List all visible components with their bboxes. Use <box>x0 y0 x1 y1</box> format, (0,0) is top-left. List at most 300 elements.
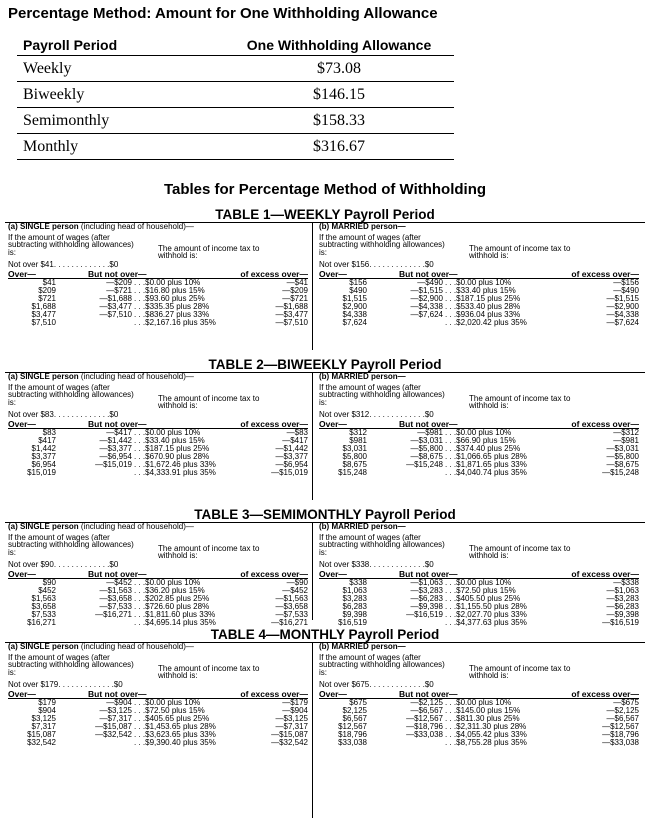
over-value: $3,658 <box>31 602 56 612</box>
of-excess-over-header: of excess over— <box>571 268 639 279</box>
leader-dots: . . . <box>134 293 146 303</box>
but-not-over-header: But not over— <box>88 568 147 579</box>
tax-amount: $936.04 plus 33% <box>456 310 521 320</box>
tax-amount: $33.40 plus 15% <box>456 285 516 295</box>
leader-dots: . . . <box>445 730 457 740</box>
tax-amount: $4,377.63 plus 35% <box>456 618 527 628</box>
tax-amount: $726.60 plus 28% <box>145 602 210 612</box>
not-over-line <box>8 560 308 569</box>
married-person-heading <box>319 373 639 382</box>
excess-value: —$41 <box>286 277 308 287</box>
excess-value: —$675 <box>613 697 639 707</box>
tax-amount: $0.00 plus 10% <box>145 577 201 587</box>
but-not-over-value: —$3,283 <box>410 585 443 595</box>
leader-dots: . . . <box>445 697 457 707</box>
tax-amount: $93.60 plus 25% <box>145 293 205 303</box>
over-value: $7,624 <box>342 318 367 328</box>
leader-dots: . . . <box>134 705 146 715</box>
intro-text <box>319 534 639 560</box>
of-excess-over-header: of excess over— <box>240 268 308 279</box>
zero-tax: $0 <box>424 679 434 689</box>
over-value: $83 <box>42 427 56 437</box>
excess-value: —$1,442 <box>275 443 308 453</box>
tax-amount: $670.90 plus 28% <box>145 452 210 462</box>
over-value: $675 <box>349 697 367 707</box>
not-over-amount: Not over $83 <box>8 409 54 419</box>
over-value: $981 <box>349 435 367 445</box>
over-header: Over— <box>8 268 36 279</box>
tax-description: The amount of income tax to withhold is: <box>469 663 571 680</box>
but-not-over-value: —$904 <box>106 697 132 707</box>
leader-dots: . . . . . . . . . . . . . <box>369 559 425 569</box>
of-excess-over-header: of excess over— <box>571 418 639 429</box>
excess-value: —$7,317 <box>275 722 308 732</box>
leader-dots: . . . . . . . . . . . . . <box>58 679 114 689</box>
over-value: $3,125 <box>31 713 56 723</box>
but-not-over-value: —$33,038 <box>406 730 443 740</box>
excess-value: —$312 <box>613 427 639 437</box>
married-column <box>319 522 639 628</box>
not-over-line <box>319 680 639 689</box>
over-value: $6,954 <box>31 460 56 470</box>
tax-amount: $0.00 plus 10% <box>145 427 201 437</box>
column-divider <box>312 373 313 500</box>
but-not-over-value: —$1,688 <box>99 293 132 303</box>
excess-value: —$2,900 <box>606 302 639 312</box>
of-excess-over-header: of excess over— <box>240 568 308 579</box>
tax-amount: $811.30 plus 25% <box>456 713 520 723</box>
payroll-period: Monthly <box>23 137 79 155</box>
payroll-period: Semimonthly <box>23 111 110 129</box>
tax-value <box>445 469 527 477</box>
excess-value: —$209 <box>282 285 308 295</box>
tax-amount: $0.00 plus 10% <box>456 697 512 707</box>
not-over-amount: Not over $179 <box>8 679 59 689</box>
tax-amount: $66.90 plus 15% <box>456 435 516 445</box>
withholding-table <box>5 372 645 500</box>
tax-description: The amount of income tax to withhold is: <box>469 393 571 410</box>
wages-description: If the amount of wages (after subtracting withholding allowances) is: <box>8 532 134 557</box>
but-not-over-value: —$15,087 <box>95 722 132 732</box>
excess-value: —$338 <box>613 577 639 587</box>
tax-amount: $33.40 plus 15% <box>145 435 205 445</box>
married-person-label: (b) MARRIED person— <box>319 522 406 531</box>
but-not-over-value: —$721 <box>106 285 132 295</box>
single-person-heading <box>8 373 308 382</box>
zero-tax: $0 <box>109 559 119 569</box>
allowance-table-header <box>17 36 454 56</box>
wages-description: If the amount of wages (after subtracting withholding allowances) is: <box>319 532 445 557</box>
over-value: $1,688 <box>31 302 56 312</box>
leader-dots: . . . <box>134 427 146 437</box>
married-person-label: (b) MARRIED person— <box>319 372 406 381</box>
leader-dots: . . . <box>445 585 457 595</box>
tax-amount: $8,755.28 plus 35% <box>456 738 527 748</box>
leader-dots: . . . <box>134 452 146 462</box>
over-value: $16,519 <box>338 618 367 628</box>
single-person-label: (a) SINGLE person <box>8 222 79 231</box>
wages-description: If the amount of wages (after subtracting withholding allowances) is: <box>319 232 445 257</box>
married-person-heading <box>319 643 639 652</box>
allowance-row <box>17 56 454 82</box>
leader-dots: . . . . . . . . . . . . . <box>53 559 110 569</box>
leader-dots: . . . <box>134 468 146 478</box>
leader-dots: . . . <box>134 310 146 320</box>
leader-dots: . . . <box>445 460 457 470</box>
tax-value <box>134 469 216 477</box>
allowance-row <box>17 82 454 108</box>
excess-value: —$3,283 <box>606 593 639 603</box>
intro-text <box>8 384 308 410</box>
leader-dots: . . . <box>134 443 146 453</box>
withholding-table <box>5 642 645 818</box>
single-column <box>8 223 308 350</box>
leader-dots: . . . <box>445 293 457 303</box>
table-title: TABLE 4—MONTHLY Payroll Period <box>210 627 440 642</box>
tax-amount: $1,811.60 plus 33% <box>145 610 216 620</box>
leader-dots: . . . <box>134 302 146 312</box>
excess-value: —$904 <box>282 705 308 715</box>
excess-value: —$3,125 <box>275 713 308 723</box>
leader-dots: . . . <box>445 593 457 603</box>
leader-dots: . . . <box>134 730 146 740</box>
excess-value: —$721 <box>282 293 308 303</box>
but-not-over-value: —$7,624 <box>410 310 443 320</box>
excess-value: —$16,519 <box>602 618 639 628</box>
not-over-line <box>8 680 308 689</box>
over-header: Over— <box>8 418 36 429</box>
leader-dots: . . . <box>445 318 457 328</box>
but-not-over-value: —$6,954 <box>99 452 132 462</box>
excess-value: —$1,515 <box>606 293 639 303</box>
intro-text <box>319 384 639 410</box>
not-over-amount: Not over $41 <box>8 259 54 269</box>
column-divider <box>312 643 313 818</box>
over-value: $721 <box>38 293 56 303</box>
leader-dots: . . . <box>445 602 457 612</box>
married-column <box>319 223 639 350</box>
over-value: $179 <box>38 697 56 707</box>
leader-dots: . . . <box>445 452 457 462</box>
allowance-amount: $158.33 <box>313 111 365 129</box>
leader-dots: . . . <box>134 318 146 328</box>
tax-description: The amount of income tax to withhold is: <box>469 543 571 560</box>
over-value: $15,087 <box>27 730 56 740</box>
leader-dots: . . . . . . . . . . . . . <box>53 259 110 269</box>
allowance-amount: $316.67 <box>313 137 365 155</box>
column-divider <box>312 523 313 620</box>
leader-dots: . . . <box>445 443 457 453</box>
single-person-heading <box>8 643 308 652</box>
excess-value: —$90 <box>286 577 308 587</box>
but-not-over-value: —$12,567 <box>406 713 443 723</box>
over-value: $12,567 <box>338 722 367 732</box>
leader-dots: . . . <box>445 302 457 312</box>
but-not-over-value: —$490 <box>417 277 443 287</box>
over-value: $33,038 <box>338 738 367 748</box>
single-person-label: (a) SINGLE person <box>8 372 79 381</box>
bracket-row <box>8 319 308 327</box>
over-value: $1,063 <box>342 585 367 595</box>
column-divider <box>312 223 313 350</box>
leader-dots: . . . <box>134 610 146 620</box>
over-value: $7,510 <box>31 318 56 328</box>
over-value: $7,533 <box>31 610 56 620</box>
excess-value: —$490 <box>613 285 639 295</box>
tax-description: The amount of income tax to withhold is: <box>158 393 260 410</box>
leader-dots: . . . <box>134 722 146 732</box>
leader-dots: . . . <box>445 610 457 620</box>
married-person-label: (b) MARRIED person— <box>319 642 406 651</box>
bracket-row <box>8 469 308 477</box>
but-not-over-header: But not over— <box>399 418 458 429</box>
single-person-heading <box>8 223 308 232</box>
excess-value: —$452 <box>282 585 308 595</box>
over-value: $1,515 <box>342 293 367 303</box>
over-value: $16,271 <box>27 618 56 628</box>
intro-text <box>319 234 639 260</box>
over-header: Over— <box>319 568 347 579</box>
excess-value: —$8,675 <box>606 460 639 470</box>
tax-amount: $0.00 plus 10% <box>456 577 512 587</box>
not-over-amount: Not over $156 <box>319 259 370 269</box>
leader-dots: . . . <box>445 618 457 628</box>
over-header: Over— <box>319 268 347 279</box>
leader-dots: . . . <box>445 577 457 587</box>
but-not-over-header: But not over— <box>88 418 147 429</box>
tax-amount: $2,020.42 plus 35% <box>456 318 527 328</box>
not-over-line <box>319 260 639 269</box>
single-person-label: (a) SINGLE person <box>8 522 79 531</box>
not-over-amount: Not over $90 <box>8 559 54 569</box>
allowance-amount: $146.15 <box>313 85 365 103</box>
intro-text <box>8 534 308 560</box>
not-over-amount: Not over $312 <box>319 409 370 419</box>
but-not-over-value: —$1,063 <box>410 577 443 587</box>
but-not-over-value: —$16,519 <box>406 610 443 620</box>
tax-amount: $1,672.46 plus 33% <box>145 460 216 470</box>
but-not-over-value: —$15,019 <box>95 460 132 470</box>
excess-value: —$6,954 <box>275 460 308 470</box>
tax-amount: $16.80 plus 15% <box>145 285 205 295</box>
excess-value: —$1,063 <box>606 585 639 595</box>
tax-amount: $0.00 plus 10% <box>145 277 201 287</box>
tax-amount: $2,027.70 plus 33% <box>456 610 527 620</box>
leader-dots: . . . <box>445 468 457 478</box>
zero-tax: $0 <box>109 409 119 419</box>
excess-value: —$7,533 <box>275 610 308 620</box>
excess-value: —$417 <box>282 435 308 445</box>
over-value: $1,442 <box>31 443 56 453</box>
tax-amount: $202.85 plus 25% <box>145 593 210 603</box>
wages-description: If the amount of wages (after subtracting withholding allowances) is: <box>8 382 134 407</box>
leader-dots: . . . <box>445 277 457 287</box>
not-over-line <box>319 410 639 419</box>
payroll-period: Biweekly <box>23 85 85 103</box>
allowance-row <box>17 134 454 160</box>
married-column <box>319 373 639 500</box>
wages-description: If the amount of wages (after subtracting withholding allowances) is: <box>8 232 134 257</box>
tax-amount: $4,055.42 plus 33% <box>456 730 527 740</box>
single-person-note: (including head of household)— <box>78 222 194 231</box>
but-not-over-value: —$7,510 <box>99 310 132 320</box>
over-value: $7,317 <box>31 722 56 732</box>
intro-text <box>8 654 308 680</box>
but-not-over-value: —$15,248 <box>406 460 443 470</box>
leader-dots: . . . <box>134 585 146 595</box>
over-value: $490 <box>349 285 367 295</box>
of-excess-over-header: of excess over— <box>571 568 639 579</box>
over-value: $32,542 <box>27 738 56 748</box>
tax-amount: $1,871.65 plus 33% <box>456 460 527 470</box>
over-value: $312 <box>349 427 367 437</box>
tax-amount: $4,695.14 plus 35% <box>145 618 216 628</box>
but-not-over-value: —$5,800 <box>410 443 443 453</box>
tax-value <box>134 319 216 327</box>
but-not-over-value: —$417 <box>106 427 132 437</box>
but-not-over-value: —$3,125 <box>99 705 132 715</box>
bracket-row <box>319 319 639 327</box>
tax-amount: $3,623.65 plus 33% <box>145 730 216 740</box>
tax-amount: $374.40 plus 25% <box>456 443 521 453</box>
single-person-note: (including head of household)— <box>78 522 194 531</box>
over-value: $6,283 <box>342 602 367 612</box>
not-over-amount: Not over $675 <box>319 679 370 689</box>
over-value: $338 <box>349 577 367 587</box>
but-not-over-value: —$209 <box>106 277 132 287</box>
excess-value: —$12,567 <box>602 722 639 732</box>
leader-dots: . . . <box>134 577 146 587</box>
over-value: $3,477 <box>31 310 56 320</box>
leader-dots: . . . <box>134 593 146 603</box>
single-person-note: (including head of household)— <box>78 372 194 381</box>
but-not-over-value: —$3,031 <box>410 435 443 445</box>
tax-amount: $72.50 plus 15% <box>145 705 205 715</box>
over-header: Over— <box>8 568 36 579</box>
leader-dots: . . . . . . . . . . . . . <box>369 259 425 269</box>
leader-dots: . . . <box>445 285 457 295</box>
single-person-note: (including head of household)— <box>78 642 194 651</box>
but-not-over-value: —$7,533 <box>99 602 132 612</box>
leader-dots: . . . <box>134 277 146 287</box>
zero-tax: $0 <box>113 679 123 689</box>
but-not-over-value: —$452 <box>106 577 132 587</box>
but-not-over-value: —$3,377 <box>99 443 132 453</box>
but-not-over-header: But not over— <box>399 568 458 579</box>
leader-dots: . . . <box>134 697 146 707</box>
tax-amount: $187.15 plus 25% <box>456 293 521 303</box>
wages-description: If the amount of wages (after subtracting withholding allowances) is: <box>319 652 445 677</box>
tax-description: The amount of income tax to withhold is: <box>158 243 260 260</box>
excess-value: —$5,800 <box>606 452 639 462</box>
leader-dots: . . . . . . . . . . . . . <box>369 679 425 689</box>
but-not-over-value: —$9,398 <box>410 602 443 612</box>
excess-value: —$2,125 <box>606 705 639 715</box>
allowance-amount: $73.08 <box>317 59 361 77</box>
not-over-line <box>8 410 308 419</box>
but-not-over-value: —$981 <box>417 427 443 437</box>
leader-dots: . . . . . . . . . . . . . <box>369 409 425 419</box>
tax-amount: $72.50 plus 15% <box>456 585 516 595</box>
over-value: $452 <box>38 585 56 595</box>
but-not-over-value: —$3,477 <box>99 302 132 312</box>
but-not-over-value: —$6,567 <box>410 705 443 715</box>
excess-value: —$15,019 <box>271 468 308 478</box>
but-not-over-value: —$7,317 <box>99 713 132 723</box>
allowance-header: One Withholding Allowance <box>246 37 432 53</box>
tax-description: The amount of income tax to withhold is: <box>158 663 260 680</box>
tax-amount: $2,167.16 plus 35% <box>145 318 216 328</box>
leader-dots: . . . <box>445 310 457 320</box>
tax-amount: $0.00 plus 10% <box>145 697 201 707</box>
bracket-row <box>319 739 639 747</box>
over-value: $209 <box>38 285 56 295</box>
leader-dots: . . . <box>134 738 146 748</box>
tax-amount: $36.20 plus 15% <box>145 585 205 595</box>
but-not-over-value: —$6,283 <box>410 593 443 603</box>
bracket-row <box>319 469 639 477</box>
over-header: Over— <box>319 688 347 699</box>
over-header: Over— <box>8 688 36 699</box>
over-value: $90 <box>42 577 56 587</box>
tax-amount: $4,040.74 plus 35% <box>456 468 527 478</box>
over-value: $156 <box>349 277 367 287</box>
leader-dots: . . . <box>445 435 457 445</box>
excess-value: —$32,542 <box>271 738 308 748</box>
excess-value: —$18,796 <box>602 730 639 740</box>
not-over-line <box>8 260 308 269</box>
tax-value <box>445 319 527 327</box>
over-value: $2,900 <box>342 302 367 312</box>
excess-value: —$179 <box>282 697 308 707</box>
tax-amount: $0.00 plus 10% <box>456 277 512 287</box>
leader-dots: . . . <box>134 460 146 470</box>
but-not-over-value: —$3,658 <box>99 593 132 603</box>
leader-dots: . . . <box>445 738 457 748</box>
married-column <box>319 643 639 818</box>
tax-value <box>134 739 216 747</box>
over-value: $904 <box>38 705 56 715</box>
over-value: $3,377 <box>31 452 56 462</box>
excess-value: —$15,087 <box>271 730 308 740</box>
zero-tax: $0 <box>424 259 434 269</box>
single-column <box>8 522 308 628</box>
withholding-table <box>5 522 645 628</box>
over-value: $6,567 <box>342 713 367 723</box>
tax-description: The amount of income tax to withhold is: <box>469 243 571 260</box>
tax-amount: $0.00 plus 10% <box>456 427 512 437</box>
over-value: $5,800 <box>342 452 367 462</box>
leader-dots: . . . <box>445 427 457 437</box>
but-not-over-header: But not over— <box>88 268 147 279</box>
single-column <box>8 373 308 500</box>
tax-amount: $2,311.30 plus 28% <box>456 722 527 732</box>
over-value: $2,125 <box>342 705 367 715</box>
excess-value: —$156 <box>613 277 639 287</box>
excess-value: —$3,477 <box>275 310 308 320</box>
allowance-row <box>17 108 454 134</box>
single-person-label: (a) SINGLE person <box>8 642 79 651</box>
tax-description: The amount of income tax to withhold is: <box>158 543 260 560</box>
leader-dots: . . . . . . . . . . . . . <box>53 409 110 419</box>
but-not-over-header: But not over— <box>399 688 458 699</box>
excess-value: —$3,031 <box>606 443 639 453</box>
but-not-over-value: —$2,125 <box>410 697 443 707</box>
excess-value: —$1,563 <box>275 593 308 603</box>
of-excess-over-header: of excess over— <box>240 418 308 429</box>
excess-value: —$9,398 <box>606 610 639 620</box>
intro-text <box>8 234 308 260</box>
